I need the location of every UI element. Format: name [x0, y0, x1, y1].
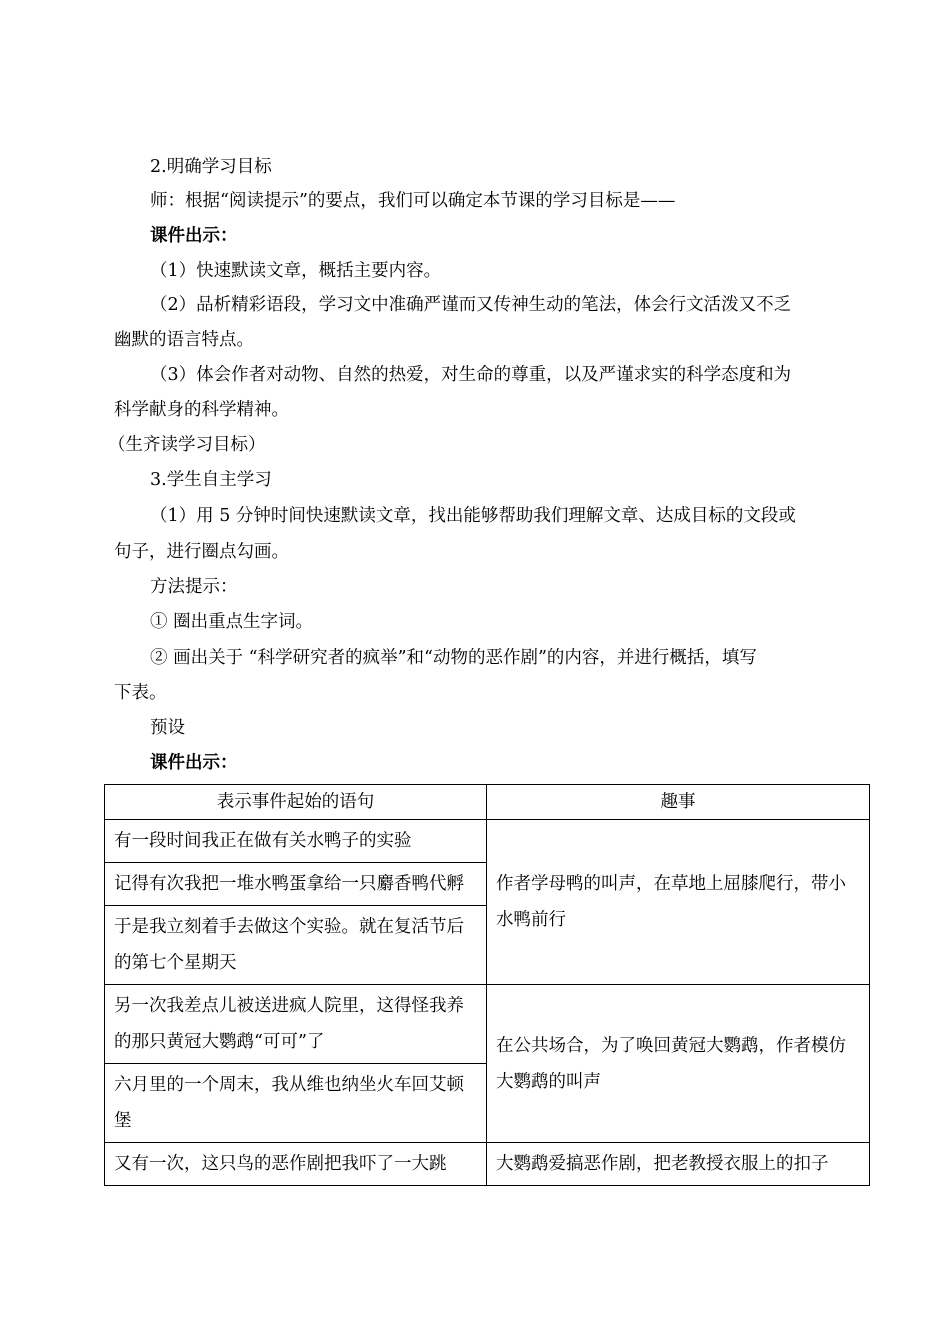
method-2-line-2: 下表。 — [114, 683, 167, 703]
table-cell-fun: 作者学母鸭的叫声，在草地上屈膝爬行，带小水鸭前行 — [487, 820, 870, 985]
table-cell-sentence: 又有一次，这只鸟的恶作剧把我吓了一大跳 — [105, 1143, 487, 1186]
table-row — [105, 985, 870, 1064]
table-row — [105, 1143, 870, 1186]
table-cell-fun: 大鹦鹉爱搞恶作剧，把老教授衣服上的扣子 — [487, 1143, 870, 1186]
goal-1: （1）快速默读文章，概括主要内容。 — [150, 261, 442, 281]
method-2-line-1: ② 画出关于 “科学研究者的疯举”和“动物的恶作剧”的内容，并进行概括，填写 — [150, 648, 757, 668]
courseware-label-2: 课件出示： — [150, 753, 238, 773]
goal-2-line-2: 幽默的语言特点。 — [114, 330, 254, 350]
preset-label: 预设 — [150, 718, 185, 738]
method-1: ① 圈出重点生字词。 — [150, 612, 314, 632]
section-heading-goals: 2.明确学习目标 — [150, 157, 272, 177]
table-cell-sentence: 有一段时间我正在做有关水鸭子的实验 — [105, 820, 487, 863]
student-read-note: （生齐读学习目标） — [108, 435, 266, 455]
task-1-line-2: 句子，进行圈点勾画。 — [114, 542, 289, 562]
section-heading-self-study: 3.学生自主学习 — [150, 470, 272, 490]
table-cell-sentence: 于是我立刻着手去做这个实验。就在复活节后的第七个星期天 — [105, 906, 487, 985]
table-cell-sentence: 六月里的一个周末，我从维也纳坐火车回艾顿堡 — [105, 1064, 487, 1143]
method-hint-label: 方法提示： — [150, 577, 238, 597]
teacher-paragraph: 师：根据“阅读提示”的要点，我们可以确定本节课的学习目标是—— — [150, 191, 676, 211]
table-cell-fun: 在公共场合，为了唤回黄冠大鹦鹉，作者模仿大鹦鹉的叫声 — [487, 985, 870, 1143]
table-cell-sentence: 另一次我差点儿被送进疯人院里，这得怪我养的那只黄冠大鹦鹉“可可”了 — [105, 985, 487, 1064]
table-header-fun: 趣事 — [487, 785, 870, 820]
goal-2-line-1: （2）品析精彩语段，学习文中准确严谨而又传神生动的笔法，体会行文活泼又不乏 — [150, 295, 792, 315]
table-header-sentence: 表示事件起始的语句 — [105, 785, 487, 820]
table-header-row — [105, 785, 870, 820]
table-cell-sentence: 记得有次我把一堆水鸭蛋拿给一只麝香鸭代孵 — [105, 863, 487, 906]
goal-3-line-2: 科学献身的科学精神。 — [114, 400, 289, 420]
events-table — [104, 784, 870, 1186]
table-row — [105, 820, 870, 863]
task-1-line-1: （1）用 5 分钟时间快速默读文章，找出能够帮助我们理解文章、达成目标的文段或 — [150, 506, 796, 526]
goal-3-line-1: （3）体会作者对动物、自然的热爱，对生命的尊重，以及严谨求实的科学态度和为 — [150, 365, 792, 385]
courseware-label: 课件出示： — [150, 226, 238, 246]
